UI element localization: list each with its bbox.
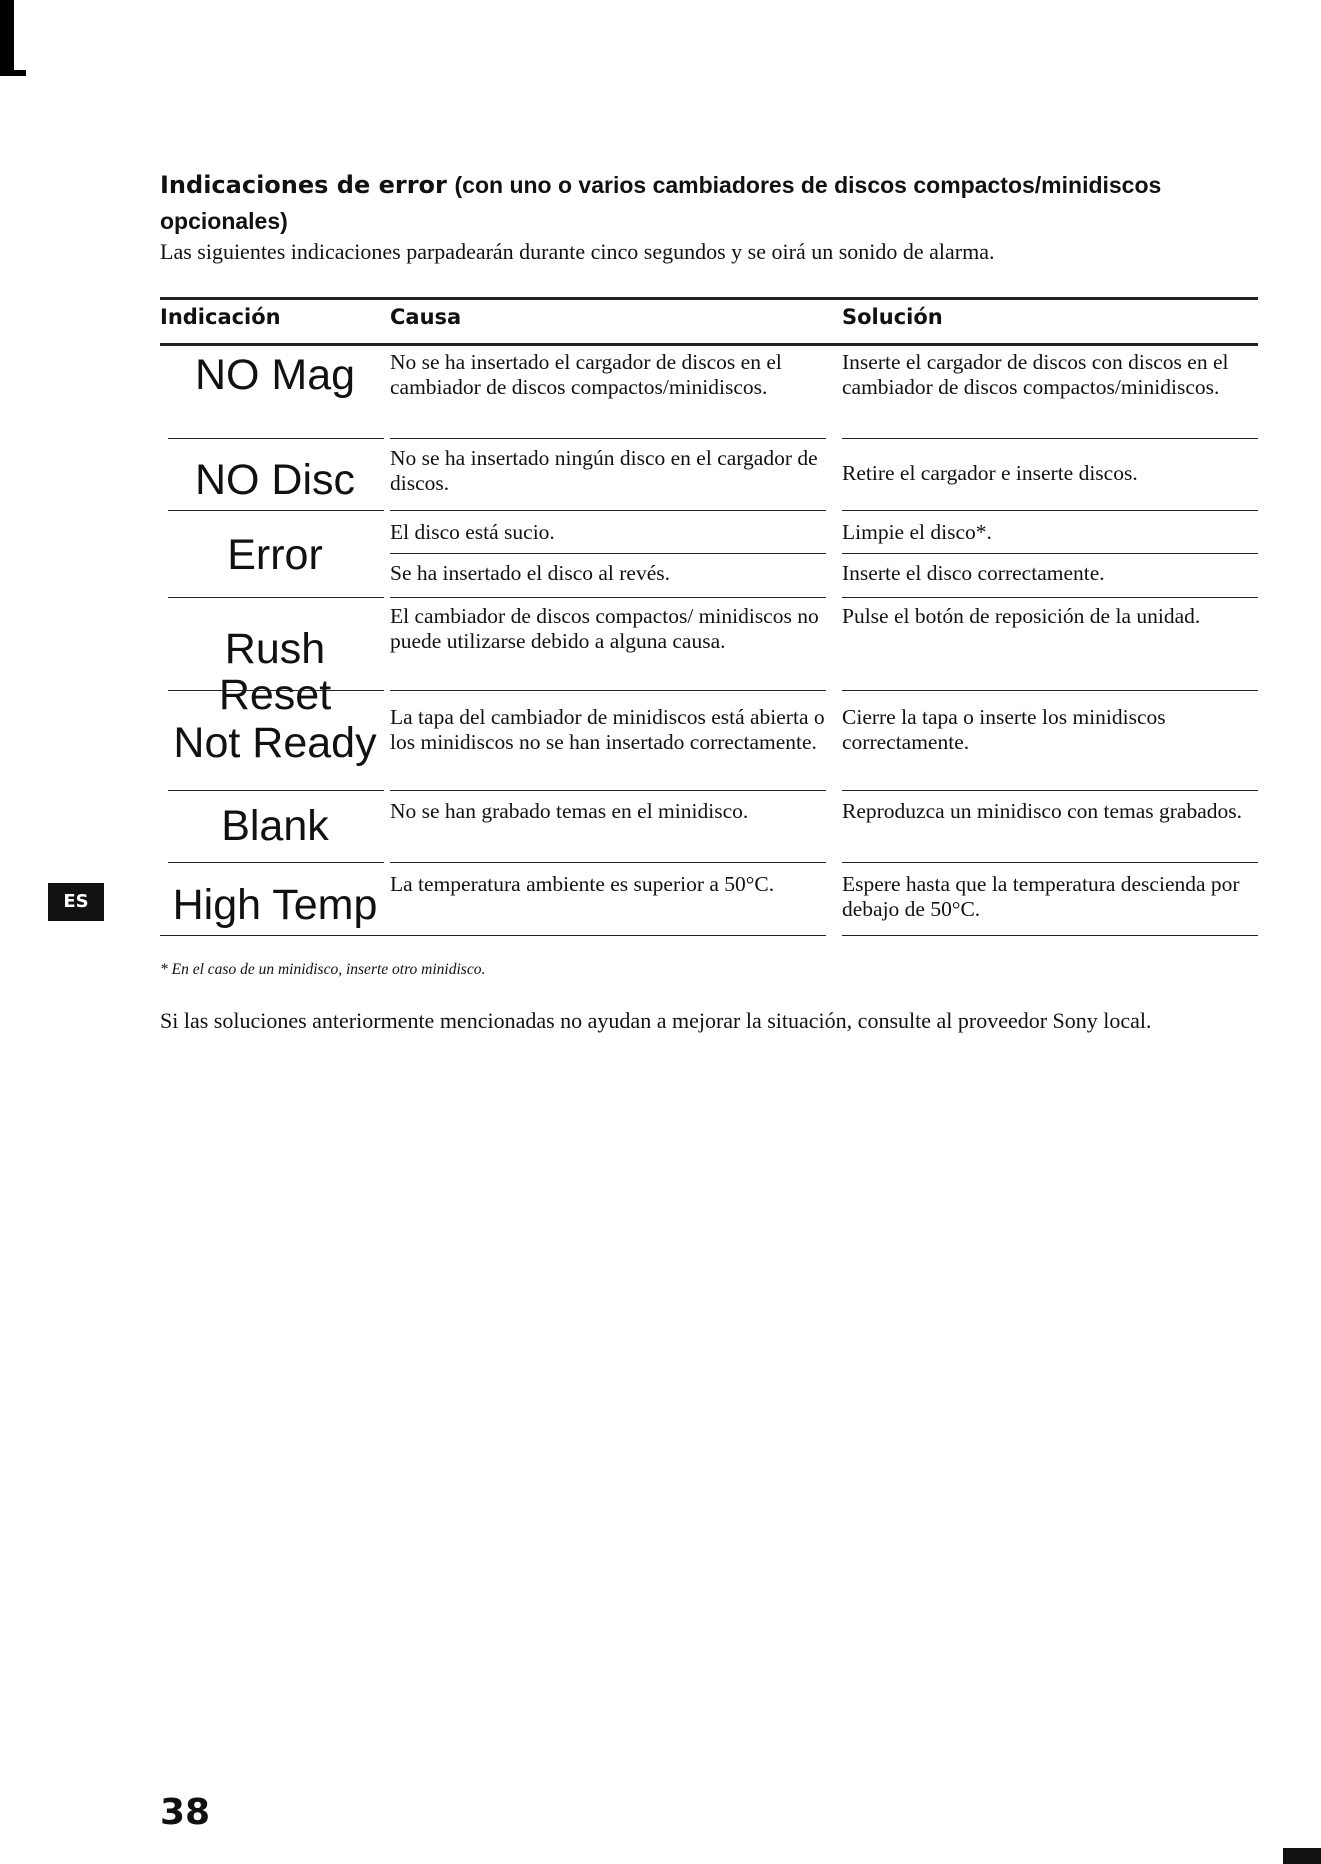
row-divider [168, 862, 384, 863]
crop-mark [0, 0, 14, 72]
row-divider [168, 438, 384, 439]
page-number: 38 [160, 1792, 211, 1833]
indication-high-temp: High Temp [172, 881, 378, 929]
row-divider [842, 510, 1258, 511]
indication-not-ready: Not Ready [173, 719, 377, 767]
row-divider [390, 553, 826, 554]
section-heading [160, 167, 1260, 239]
indication-blank: Blank [221, 802, 329, 850]
header-bottom-rule [160, 343, 1258, 346]
indication-error: Error [227, 531, 323, 579]
row-divider [168, 790, 384, 791]
cause-high-temp: La temperatura ambiente es superior a 50°C. [390, 872, 775, 896]
solution-rush-reset: Pulse el botón de reposición de la unidad. [842, 604, 1201, 628]
indication-no-mag: NO Mag [194, 351, 356, 399]
solution-blank: Reproduzca un minidisco con temas grabados. [842, 799, 1243, 823]
header-causa: Causa [390, 305, 462, 329]
row-divider [842, 597, 1258, 598]
row-divider [842, 690, 1258, 691]
intro-paragraph: Las siguientes indicaciones parpadearán durante cinco segundos y se oirá un sonido de alarma. [160, 239, 995, 264]
table-bottom-rule [842, 935, 1258, 936]
cause-rush-reset: El cambiador de discos compactos/ minidiscos no puede utilizarse debido a alguna causa. [390, 604, 819, 653]
cause-error-reversed: Se ha insertado el disco al revés. [390, 561, 671, 585]
row-divider [168, 690, 384, 691]
closing-paragraph: Si las soluciones anteriormente mencionadas no ayudan a mejorar la situación, consulte al proveedor Sony local. [160, 1008, 1152, 1033]
cause-blank: No se han grabado temas en el minidisco. [390, 799, 749, 823]
row-divider [390, 690, 826, 691]
row-divider [842, 438, 1258, 439]
cause-error-dirty: El disco está sucio. [390, 520, 555, 544]
row-divider [390, 790, 826, 791]
heading-subtitle: (con uno o varios cambiadores de discos compactos/minidiscos opcionales) [160, 172, 1162, 234]
solution-no-mag: Inserte el cargador de discos con discos en el cambiador de discos compactos/minidiscos. [842, 350, 1229, 399]
footnote: * En el caso de un minidisco, inserte otro minidisco. [160, 961, 486, 978]
solution-high-temp: Espere hasta que la temperatura descienda por debajo de 50°C. [842, 872, 1240, 921]
indication-no-disc: NO Disc [194, 456, 356, 504]
language-badge: ES [48, 883, 104, 921]
row-divider [168, 597, 384, 598]
cause-no-mag: No se ha insertado el cargador de discos en el cambiador de discos compactos/minidiscos. [390, 350, 782, 399]
row-divider [390, 862, 826, 863]
header-solucion: Solución [842, 305, 943, 329]
solution-not-ready: Cierre la tapa o inserte los minidiscos correctamente. [842, 705, 1166, 754]
indication-rush-reset: Rush Reset [218, 625, 332, 719]
solution-error-clean: Limpie el disco*. [842, 520, 992, 544]
row-divider [168, 510, 384, 511]
table-top-rule [160, 297, 1258, 300]
row-divider [842, 862, 1258, 863]
row-divider [390, 438, 826, 439]
row-divider [842, 790, 1258, 791]
solution-error-insert: Inserte el disco correctamente. [842, 561, 1105, 585]
cause-not-ready: La tapa del cambiador de minidiscos está abierta o los minidiscos no se han insertado correctamente. [390, 705, 825, 754]
cause-no-disc: No se ha insertado ningún disco en el cargador de discos. [390, 446, 818, 495]
heading-title: Indicaciones de error [160, 171, 447, 199]
header-indicacion: Indicación [160, 305, 281, 329]
solution-no-disc: Retire el cargador e inserte discos. [842, 461, 1138, 485]
corner-mark [1283, 1848, 1321, 1864]
table-bottom-rule [160, 935, 826, 936]
row-divider [842, 553, 1258, 554]
row-divider [390, 510, 826, 511]
row-divider [390, 597, 826, 598]
